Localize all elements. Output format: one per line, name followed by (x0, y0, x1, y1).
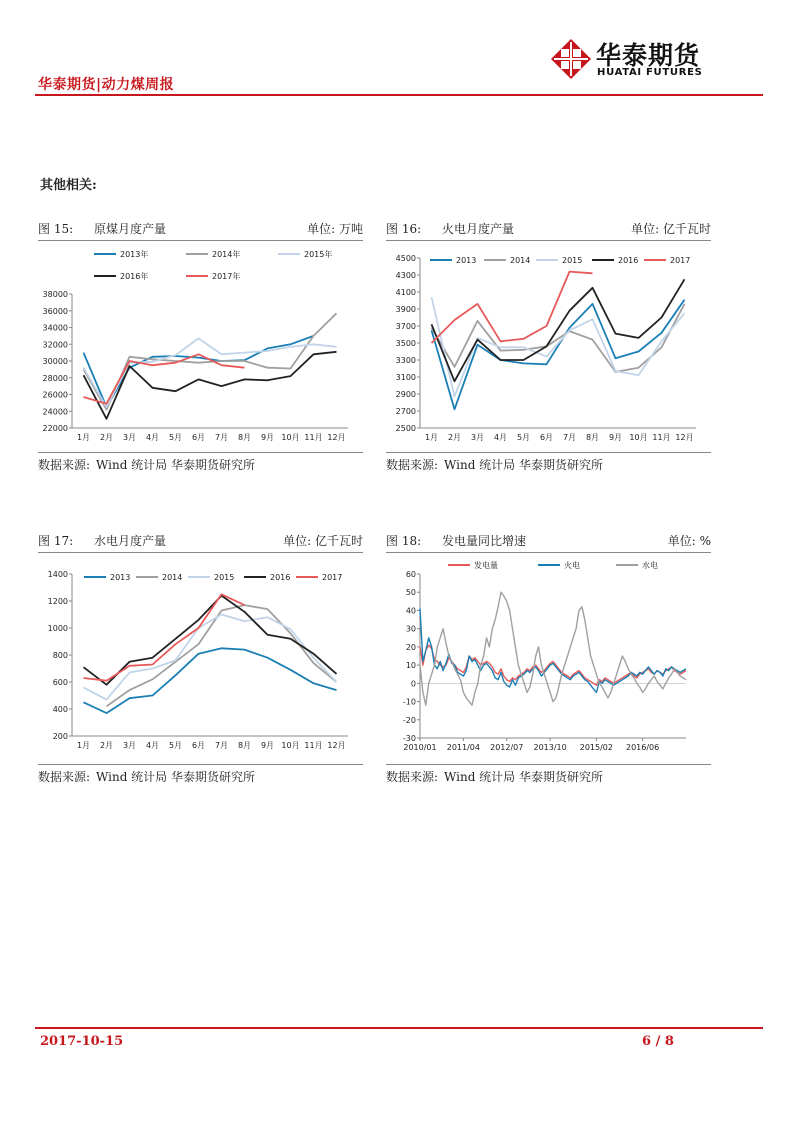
series-line-2013年 (84, 336, 314, 407)
logo-en-text: HUATAI FUTURES (597, 67, 703, 78)
figure-number: 图 18: (386, 534, 422, 548)
footer-divider (35, 1027, 763, 1029)
figure-bottom-rule (38, 764, 363, 765)
figure-bottom-rule (386, 764, 711, 765)
series-line-2014 (107, 605, 337, 706)
y-tick-label: 1400 (47, 570, 68, 579)
y-tick-label: 3300 (395, 356, 416, 365)
x-tick-label: 5月 (516, 433, 531, 442)
y-tick-label: 30000 (42, 357, 68, 366)
x-tick-label: 2016/06 (626, 743, 660, 752)
x-tick-label: 10月 (629, 433, 648, 442)
figure-18 (386, 532, 711, 786)
legend-label: 2014 (162, 573, 183, 582)
section-title: 其他相关: (40, 178, 97, 193)
x-tick-label: 3月 (122, 741, 137, 750)
x-tick-label: 6月 (539, 433, 554, 442)
x-tick-label: 7月 (214, 741, 229, 750)
x-tick-label: 2012/07 (490, 743, 524, 752)
source-text: Wind 统计局 华泰期货研究所 (96, 458, 256, 472)
x-tick-label: 7月 (214, 433, 229, 442)
x-tick-label: 1月 (424, 433, 439, 442)
huatai-logo (550, 38, 710, 82)
y-tick-label: 800 (52, 651, 68, 660)
y-tick-label: 0 (410, 679, 416, 689)
huatai-logo-icon (550, 38, 592, 80)
header-divider (35, 94, 763, 96)
source-text: Wind 统计局 华泰期货研究所 (96, 770, 256, 784)
figure-number: 图 17: (38, 534, 74, 548)
figure-unit: 单位: 亿千瓦时 (283, 534, 363, 548)
y-tick-label: 2500 (395, 424, 416, 433)
figure-16 (386, 220, 711, 474)
x-tick-label: 12月 (675, 433, 694, 442)
x-tick-label: 2月 (99, 741, 114, 750)
figure-bottom-rule (386, 452, 711, 453)
y-tick-label: 20 (405, 642, 416, 652)
legend-label: 2015 (214, 573, 235, 582)
x-tick-label: 9月 (260, 433, 275, 442)
y-tick-label: 2900 (395, 390, 416, 399)
y-tick-label: 40 (405, 606, 416, 616)
figure-bottom-rule (38, 452, 363, 453)
source-label: 数据来源: (38, 770, 91, 784)
x-tick-label: 6月 (191, 741, 206, 750)
legend-label: 2015 (562, 256, 583, 265)
legend-label: 2013年 (120, 250, 149, 259)
figure-number: 图 15: (38, 222, 74, 236)
source-label: 数据来源: (38, 458, 91, 472)
figure-16-title-bar (386, 220, 711, 240)
y-tick-label: -20 (402, 715, 416, 725)
figure-unit: 单位: 亿千瓦时 (631, 222, 711, 236)
chart-generation-yoy (386, 556, 711, 766)
legend-label: 水电 (642, 561, 658, 570)
source-label: 数据来源: (386, 770, 439, 784)
y-tick-label: 38000 (42, 290, 68, 299)
y-tick-label: 1200 (47, 597, 68, 606)
x-tick-label: 4月 (145, 741, 160, 750)
x-tick-label: 10月 (281, 433, 300, 442)
source-label: 数据来源: (386, 458, 439, 472)
legend-label: 2013 (456, 256, 477, 265)
x-tick-label: 2011/04 (446, 743, 480, 752)
legend-label: 发电量 (474, 561, 498, 570)
figure-top-rule (386, 552, 711, 553)
y-tick-label: 3900 (395, 305, 416, 314)
x-tick-label: 12月 (327, 433, 346, 442)
figure-name: 发电量同比增速 (442, 534, 527, 548)
figure-15-title-bar (38, 220, 363, 240)
x-tick-label: 11月 (304, 741, 323, 750)
figure-17-title-bar (38, 532, 363, 552)
legend-label: 2017年 (212, 272, 241, 281)
legend-label: 2017 (322, 573, 343, 582)
source-text: Wind 统计局 华泰期货研究所 (444, 770, 604, 784)
x-tick-label: 2010/01 (403, 743, 437, 752)
y-tick-label: 4300 (395, 271, 416, 280)
series-line-2017 (84, 594, 245, 680)
chart-hydro-power (38, 556, 363, 766)
x-tick-label: 8月 (237, 433, 252, 442)
figure-name: 原煤月度产量 (94, 222, 167, 236)
figure-17 (38, 532, 363, 786)
y-tick-label: 32000 (42, 340, 68, 350)
x-tick-label: 1月 (76, 741, 91, 750)
y-tick-label: 34000 (42, 323, 68, 333)
x-tick-label: 12月 (327, 741, 346, 750)
report-title: 华泰期货|动力煤周报 (38, 77, 175, 93)
legend-label: 2014年 (212, 250, 241, 259)
x-tick-label: 3月 (122, 433, 137, 442)
y-tick-label: 3500 (395, 339, 416, 348)
y-tick-label: 60 (405, 570, 416, 579)
figure-15 (38, 220, 363, 474)
y-tick-label: 200 (52, 732, 68, 741)
y-tick-label: 36000 (42, 306, 68, 316)
x-tick-label: 5月 (168, 433, 183, 442)
series-line-2014年 (84, 313, 337, 409)
legend-label: 2016年 (120, 272, 149, 281)
y-tick-label: 10 (405, 661, 416, 671)
y-tick-label: 600 (52, 678, 68, 687)
x-tick-label: 6月 (191, 433, 206, 442)
x-tick-label: 4月 (493, 433, 508, 442)
y-tick-label: -10 (402, 697, 416, 707)
x-tick-label: 2015/02 (579, 743, 613, 752)
legend-label: 2016 (270, 573, 291, 582)
x-tick-label: 4月 (145, 433, 160, 442)
legend-label: 2015年 (304, 250, 333, 259)
legend-label: 2014 (510, 256, 531, 265)
x-tick-label: 11月 (652, 433, 671, 442)
x-tick-label: 1月 (76, 433, 91, 442)
figure-top-rule (38, 552, 363, 553)
x-tick-label: 7月 (562, 433, 577, 442)
legend-label: 2013 (110, 573, 131, 582)
y-tick-label: 26000 (42, 390, 68, 400)
chart-coal-output (38, 244, 363, 454)
source-text: Wind 统计局 华泰期货研究所 (444, 458, 604, 472)
page-number: 6 / 8 (642, 1034, 674, 1049)
figure-name: 水电月度产量 (94, 534, 167, 548)
x-tick-label: 11月 (304, 433, 323, 442)
footer-date: 2017-10-15 (40, 1034, 124, 1049)
y-tick-label: -30 (402, 734, 416, 743)
y-tick-label: 24000 (42, 407, 68, 417)
y-tick-label: 400 (52, 705, 68, 714)
series-line-水电 (420, 592, 686, 705)
figure-unit: 单位: 万吨 (307, 222, 363, 236)
chart-thermal-power (386, 244, 711, 454)
series-line-2015年 (84, 338, 337, 407)
y-tick-label: 3700 (395, 322, 416, 331)
y-tick-label: 4100 (395, 288, 416, 297)
figure-name: 火电月度产量 (442, 222, 515, 236)
x-tick-label: 9月 (260, 741, 275, 750)
logo-cn-text: 华泰期货 (596, 41, 701, 70)
y-tick-label: 22000 (42, 424, 68, 433)
x-tick-label: 3月 (470, 433, 485, 442)
x-tick-label: 8月 (237, 741, 252, 750)
series-line-2014 (432, 304, 685, 372)
legend-label: 2017 (670, 256, 691, 265)
figure-unit: 单位: % (667, 534, 711, 548)
x-tick-label: 10月 (281, 741, 300, 750)
x-tick-label: 9月 (608, 433, 623, 442)
y-tick-label: 3100 (395, 373, 416, 382)
legend-label: 2016 (618, 256, 639, 265)
y-tick-label: 50 (405, 588, 416, 598)
figure-top-rule (386, 240, 711, 241)
x-tick-label: 2月 (447, 433, 462, 442)
y-tick-label: 30 (405, 624, 416, 634)
x-tick-label: 8月 (585, 433, 600, 442)
figure-number: 图 16: (386, 222, 422, 236)
x-tick-label: 2月 (99, 433, 114, 442)
x-tick-label: 5月 (168, 741, 183, 750)
y-tick-label: 28000 (42, 373, 68, 383)
figure-top-rule (38, 240, 363, 241)
y-tick-label: 4500 (395, 254, 416, 263)
figure-18-title-bar (386, 532, 711, 552)
legend-label: 火电 (564, 561, 580, 570)
y-tick-label: 1000 (47, 624, 68, 633)
y-tick-label: 2700 (395, 407, 416, 416)
x-tick-label: 2013/10 (533, 743, 567, 752)
